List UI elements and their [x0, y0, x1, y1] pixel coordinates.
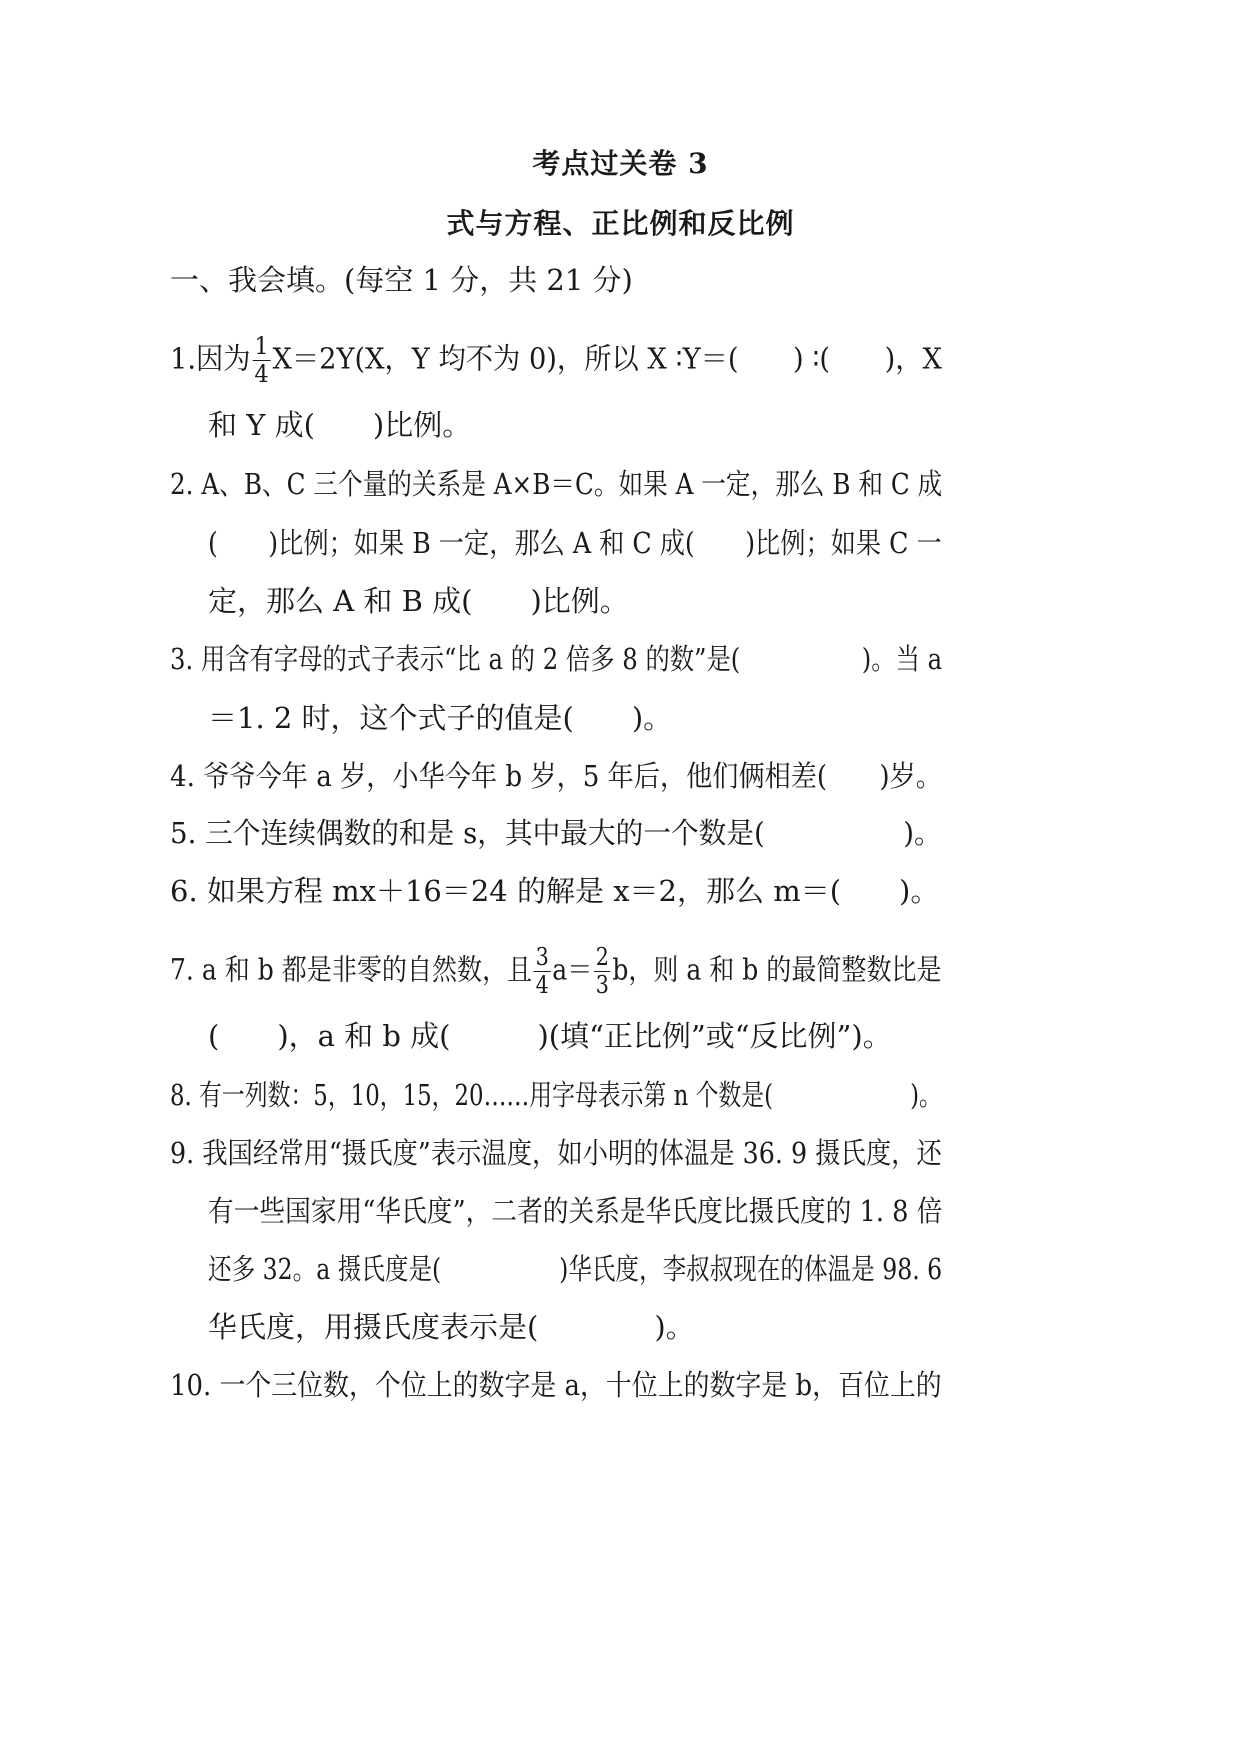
q7-middle: a＝ — [552, 952, 593, 987]
q1-text: X＝2Y(X，Y 均不为 0)，所以 X ∶Y＝( ) ∶( )，X — [272, 341, 942, 376]
question-8: 8. 有一列数：5，10，15，20……用字母表示第 n 个数是( )。 — [170, 1078, 942, 1112]
question-5: 5. 三个连续偶数的和是 s，其中最大的一个数是( )。 — [170, 816, 942, 850]
question-9-line-1: 9. 我国经常用“摄氏度”表示温度，如小明的体温是 36. 9 摄氏度，还 — [170, 1136, 942, 1170]
q7-text: b，则 a 和 b 的最简整数比是 — [612, 952, 942, 987]
question-9-line-4: 华氏度，用摄氏度表示是( )。 — [208, 1310, 695, 1344]
q1-prefix: 1.因为 — [170, 341, 251, 376]
q1-fraction-denominator: 4 — [254, 360, 269, 388]
q7-prefix: 7. a 和 b 都是非零的自然数，且 — [170, 952, 533, 987]
question-3-line-1: 3. 用含有字母的式子表示“比 a 的 2 倍多 8 的数”是( )。当 a — [170, 642, 943, 676]
q7-fraction-2-numerator: 2 — [595, 943, 609, 971]
question-2-line-1: 2. A、B、C 三个量的关系是 A×B＝C。如果 A 一定，那么 B 和 C 成 — [170, 467, 943, 501]
question-9-line-2: 有一些国家用“华氏度”，二者的关系是华氏度比摄氏度的 1. 8 倍 — [208, 1194, 943, 1228]
question-2-line-2: ( )比例；如果 B 一定，那么 A 和 C 成( )比例；如果 C 一 — [208, 526, 942, 560]
question-6: 6. 如果方程 mx＋16＝24 的解是 x＝2，那么 m＝( )。 — [170, 874, 940, 908]
q7-fraction-2-denominator: 3 — [595, 971, 609, 999]
page-subtitle: 式与方程、正比例和反比例 — [446, 207, 795, 240]
q7-fraction-1 — [534, 944, 551, 999]
question-2-line-3: 定，那么 A 和 B 成( )比例。 — [208, 584, 629, 618]
question-7-cont: ( )，a 和 b 成( )(填“正比例”或“反比例”)。 — [208, 1019, 892, 1053]
question-1 — [170, 333, 942, 388]
q1-fraction — [252, 333, 270, 388]
q7-fraction-1-denominator: 4 — [535, 971, 549, 999]
question-4: 4. 爷爷今年 a 岁，小华今年 b 岁，5 年后，他们俩相差( )岁。 — [170, 759, 942, 793]
question-9-line-3: 还多 32。a 摄氏度是( )华氏度，李叔叔现在的体温是 98. 6 — [208, 1252, 943, 1286]
question-1-cont: 和 Y 成( )比例。 — [208, 408, 472, 442]
question-3-line-2: ＝1. 2 时，这个式子的值是( )。 — [208, 701, 673, 735]
q7-fraction-2 — [594, 944, 611, 999]
q1-fraction-numerator: 1 — [254, 332, 269, 360]
section-heading: 一、我会填。(每空 1 分，共 21 分) — [170, 263, 633, 297]
page-title: 考点过关卷 3 — [532, 147, 709, 180]
q7-fraction-1-numerator: 3 — [535, 943, 549, 971]
question-7 — [170, 944, 942, 999]
question-10: 10. 一个三位数，个位上的数字是 a，十位上的数字是 b，百位上的 — [170, 1368, 942, 1402]
